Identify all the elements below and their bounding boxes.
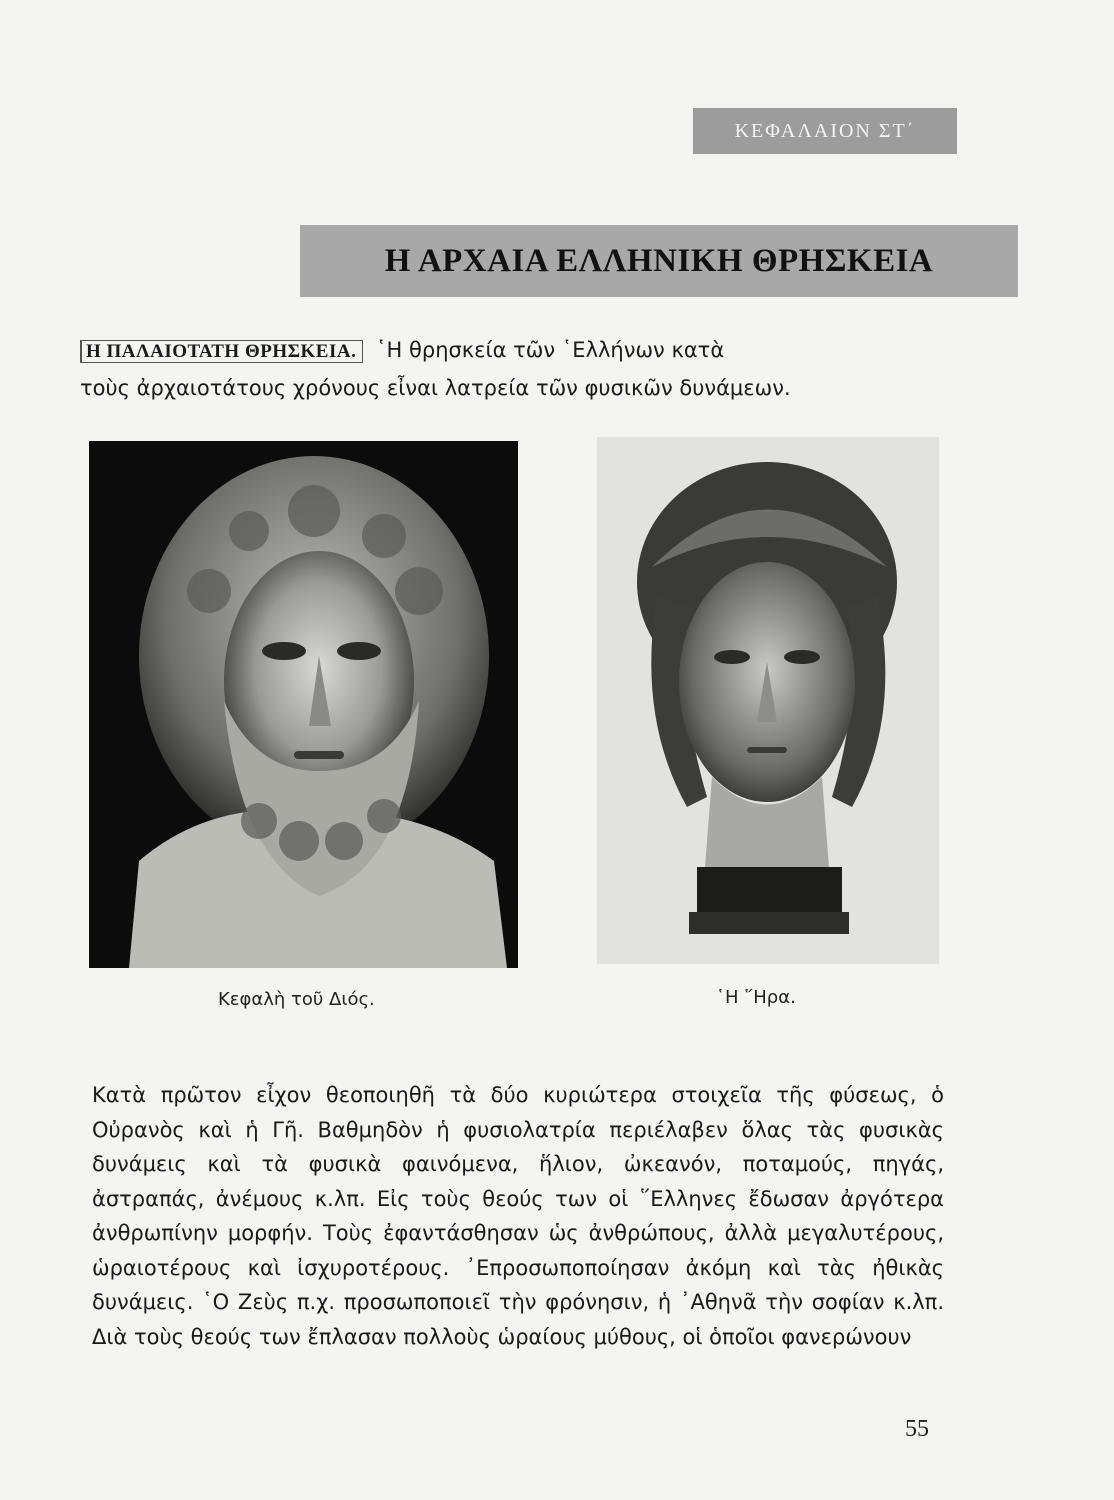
- section-heading: Η ΠΑΛΑΙΟΤΑΤΗ ΘΡΗΣΚΕΙΑ.: [80, 340, 363, 363]
- intro-paragraph: [80, 332, 940, 406]
- page-number: 55: [905, 1416, 929, 1442]
- zeus-caption: Κεφαλὴ τοῦ Διός.: [218, 989, 375, 1010]
- intro-line-1: ῾Η θρησκεία τῶν ῾Ελλήνων κατὰ: [376, 338, 725, 362]
- hera-bust-photo: [597, 437, 939, 964]
- body-paragraph: Κατὰ πρῶτον εἶχον θεοποιηθῆ τὰ δύο κυριώτερα στοιχεῖα τῆς φύσεως, ὁ Οὐρανὸς καὶ ἡ Γῆ. Βαθμηδὸν ἡ φυσιολατρία περιέλαβεν ὅλας τὰς φυσικὰς δυνάμεις καὶ τὰ φυσικὰ φαινόμενα, ἥλιον, ὠκεανόν, ποταμούς, πηγάς, ἀστραπάς, ἀνέμους κ.λπ. Εἰς τοὺς θεούς των οἱ ῞Ελληνες ἔδωσαν ἀργότερα ἀνθρωπίνην μορφήν. Τοὺς ἐφαντάσθησαν ὡς ἀνθρώπους, ἀλλὰ μεγαλυτέρους, ὡραιοτέρους καὶ ἰσχυροτέρους. ᾿Επροσωποποίησαν ἀκόμη καὶ τὰς ἠθικὰς δυνάμεις. ῾Ο Ζεὺς π.χ. προσωποποιεῖ τὴν φρόνησιν, ἡ ᾿Αθηνᾶ τὴν σοφίαν κ.λπ. Διὰ τοὺς θεούς των ἔπλασαν πολλοὺς ὡραίους μύθους, οἱ ὁποῖοι φανερώνουν: [92, 1083, 944, 1349]
- chapter-title: Η ΑΡΧΑΙΑ ΕΛΛΗΝΙΚΗ ΘΡΗΣΚΕΙΑ: [384, 242, 934, 279]
- zeus-bust-photo: [89, 441, 518, 968]
- intro-line-2: τοὺς ἀρχαιοτάτους χρόνους εἶναι λατρεία τῶν φυσικῶν δυνάμεων.: [80, 376, 791, 400]
- chapter-label: ΚΕΦΑΛΑΙΟΝ ΣΤ΄: [693, 108, 957, 154]
- hera-caption: ῾Η ῞Ηρα.: [716, 987, 796, 1008]
- chapter-title-band: [300, 225, 1018, 297]
